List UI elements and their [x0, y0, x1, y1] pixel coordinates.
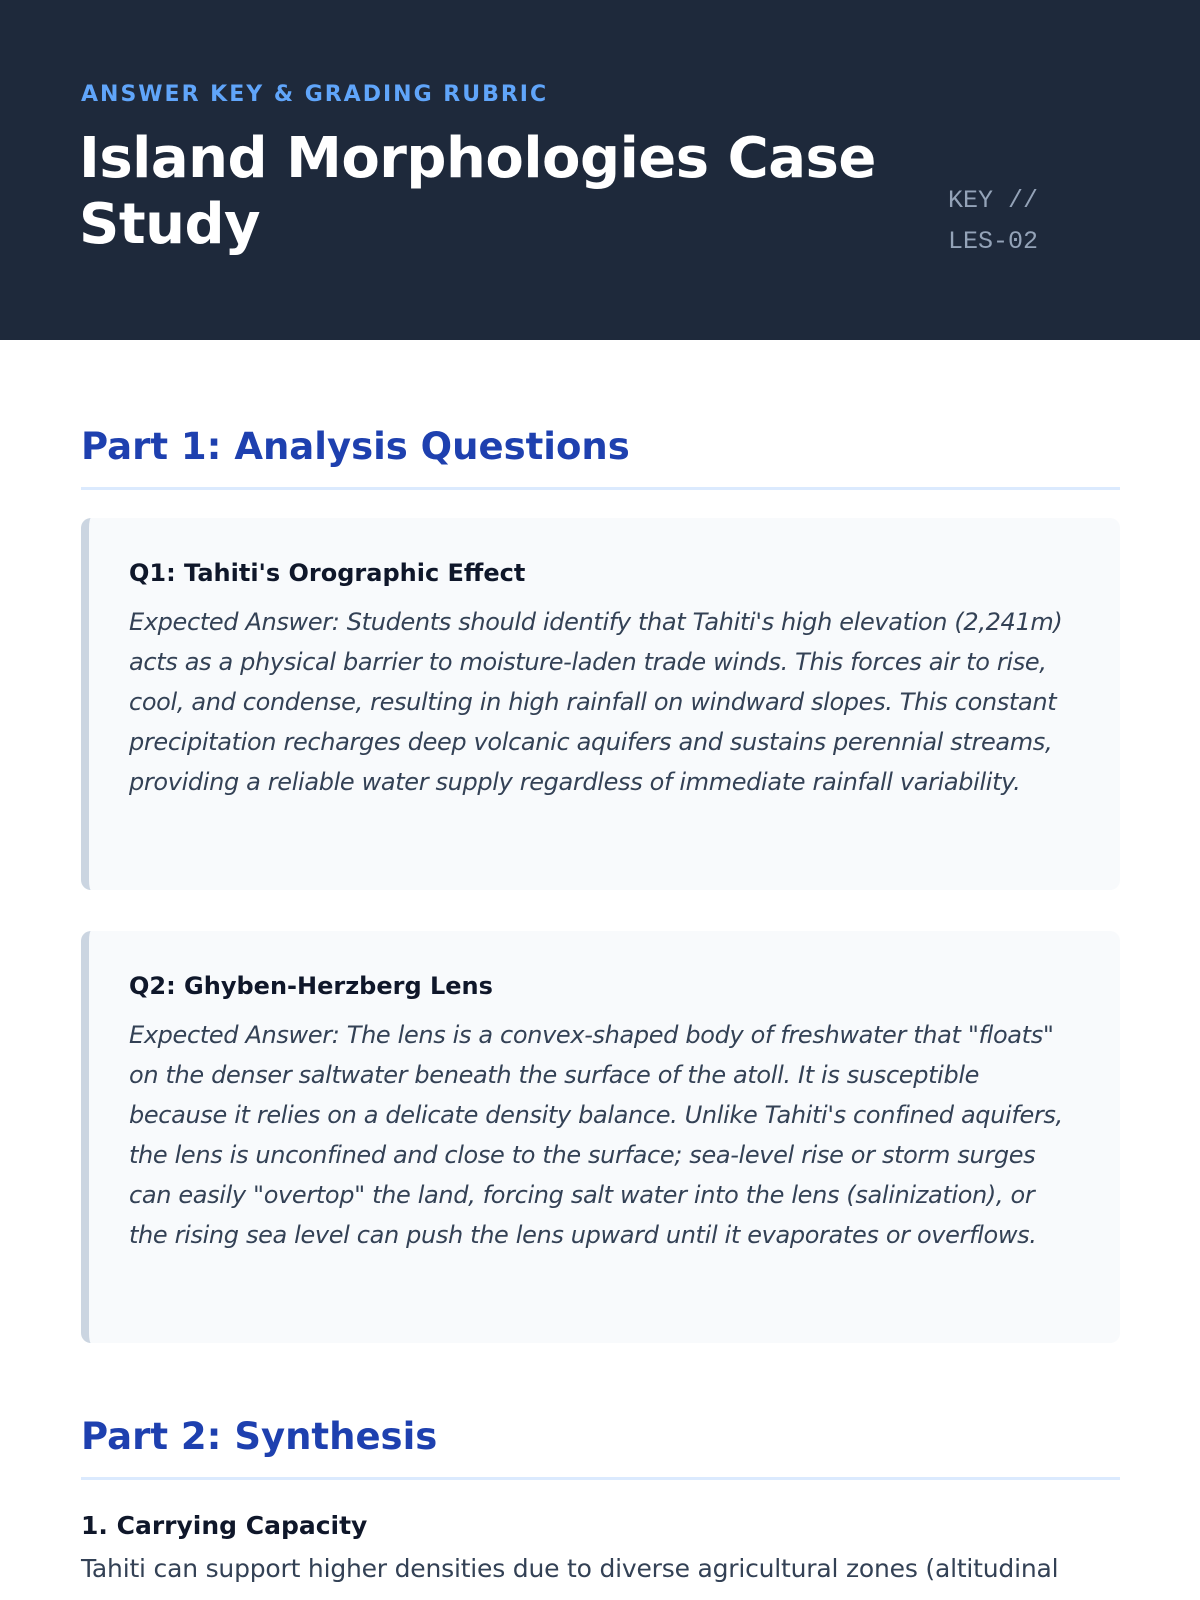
section-divider: [81, 487, 1120, 490]
section-divider: [81, 1477, 1120, 1480]
document-code: KEY // LES-02: [948, 186, 1039, 256]
question-title: Q1: Tahiti's Orographic Effect: [129, 559, 526, 587]
expected-answer: Expected Answer: Students should identify that Tahiti's high elevation (2,241m) acts as a physical barrier to moisture-laden trade winds. This forces air to rise, cool, and condense, resulting in high rainfall on windward slopes. This constant precipitation recharges deep volcanic aquifers and sustains perennial streams, providing a reliable water supply regardless of immediate rainfall variability.: [129, 608, 1063, 796]
question-title: Q2: Ghyben-Herzberg Lens: [129, 972, 493, 1000]
answer-card-q1: [81, 518, 1120, 890]
page-header: [0, 0, 1200, 340]
synthesis-item-title: 1. Carrying Capacity: [81, 1511, 368, 1540]
section-title-part2: Part 2: Synthesis: [81, 1415, 438, 1458]
expected-answer: Expected Answer: The lens is a convex-shaped body of freshwater that "floats" on the denser saltwater beneath the surface of the atoll. It is susceptible because it relies on a delicate density balance. Unlike Tahiti's confined aquifers, the lens is unconfined and close to the surface; sea-level rise or storm surges can easily "overtop" the land, forcing salt water into the lens (salinization), or the rising sea level can push the lens upward until it evaporates or overflows.: [129, 1021, 1063, 1249]
document-kicker: ANSWER KEY & GRADING RUBRIC: [81, 82, 549, 107]
page-title: Island Morphologies Case Study: [79, 126, 876, 257]
synthesis-item-text: Tahiti can support higher densities due to diverse agricultural zones (altitudinal: [81, 1554, 1059, 1583]
answer-card-q2: [81, 931, 1120, 1343]
section-title-part1: Part 1: Analysis Questions: [81, 425, 630, 468]
